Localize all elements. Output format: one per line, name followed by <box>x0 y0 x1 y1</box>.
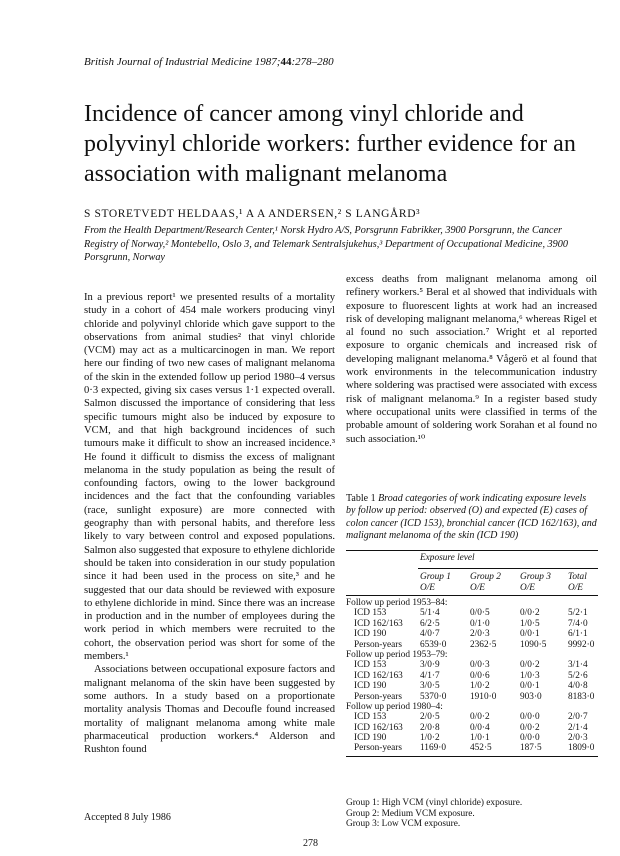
group-header <box>568 572 587 594</box>
table-cell: 452·5 <box>470 743 492 754</box>
table-cell: 2/0·3 <box>470 629 490 640</box>
page-number: 278 <box>303 838 318 849</box>
table-cell: 0/0·0 <box>520 733 540 744</box>
table-label: Table 1 <box>346 493 376 504</box>
table-row <box>346 733 598 743</box>
table-cell: 8183·0 <box>568 691 595 702</box>
table-cell: 2/0·8 <box>420 722 440 733</box>
body-column-right <box>346 273 597 446</box>
table-row <box>346 712 598 722</box>
row-label: ICD 153 <box>354 712 387 723</box>
table-section-row <box>346 702 598 712</box>
group-unit: O/E <box>420 583 435 593</box>
table-cell: 2/0·7 <box>568 712 588 723</box>
journal-volume: 44 <box>280 56 292 68</box>
paper-title: Incidence of cancer among vinyl chloride and polyvinyl chloride workers: further evidence for an association with malignant melanoma <box>84 101 576 187</box>
row-label: ICD 190 <box>354 681 387 692</box>
table-cell: 1/0·3 <box>520 670 540 681</box>
body-paragraph: In a previous report¹ we presented results of a mortality study in a cohort of 454 male workers producing vinyl chloride and polyvinyl chloride which gave support to the observations from animal studies² that vinyl chloride (VCM) may act as a multicarcinogen in man. We report here our finding of two new cases of malignant melanoma of the skin in the extended follow up period 1980–4 versus 0·3 expected, giving six cases versus 1·1 expected overall. Salmon discussed the importance of considering that less specific tumours might also be induced by exposure to VCM, and that high background incidences of such tumours make it difficult to show an increased incidence.³ He found it difficult to dismiss the excess of malignant melanoma in the study population as being the result of confounding factors, owing to the lower background incidences and the fact that the confounding variables (race, sunlight exposure) are more connected with geography than with personal habits, and therefore less likely to vary between control and exposed populations. Salmon also suggested that exposure to ethylene dichloride should be taken into consideration in our study population since it had been used in the process on site,³ and he suggested that our data should be reviewed with exposure to ethylene dichloride in mind. Since there was an increase in production and in the number of employees during the work period in which members were recruited to the cohort, the observation period was short for some of the members.¹ <box>84 292 335 663</box>
table-caption-text: Broad categories of work indicating exposure levels by follow up period: observed (O) and expected (E) cases of colon cancer (ICD 153), bronchial cancer (ICD 162/163), and malignant melanoma of the skin (ICD 190) <box>346 493 597 542</box>
row-label: Follow up period 1980–4: <box>346 701 443 712</box>
table-cell: 903·0 <box>520 691 542 702</box>
row-label: Person-years <box>354 743 403 754</box>
table-cell: 0/0·1 <box>520 681 540 692</box>
group-header <box>470 572 501 594</box>
table-note: Group 1: High VCM (vinyl chloride) exposure. <box>346 798 523 808</box>
table-cell: 2/0·3 <box>568 733 588 744</box>
row-label: Follow up period 1953–84: <box>346 598 448 608</box>
row-label: ICD 153 <box>354 608 387 619</box>
table-cell: 6/2·5 <box>420 618 440 629</box>
row-label: ICD 162/163 <box>354 618 403 629</box>
table-cell: 3/0·5 <box>420 681 440 692</box>
table-row <box>346 608 598 618</box>
group-name: Group 3 <box>520 572 551 582</box>
table-cell: 1/0·5 <box>520 618 540 629</box>
row-label: Person-years <box>354 691 403 702</box>
body-paragraph: excess deaths from malignant melanoma among oil refinery workers.⁵ Beral et al showed that individuals with exposure to fluorescent lights at work had an increased risk of developing malignant melanoma,⁶ whereas Rigel et al found no such association.⁷ Wright et al reported exposure to organic chemicals and increased risk of developing malignant melanoma.⁸ Vågerö et al found that work environments in the telecommunication industry where soldering was practised were associated with excess risk of malignant melanoma.⁹ In a register based study where occupational units were classified in terms of the probable amount of soldering work Sorahan et al found no such association.¹⁰ <box>346 274 597 445</box>
group-unit: O/E <box>520 583 535 593</box>
table-row <box>346 671 598 681</box>
table-cell: 5/1·4 <box>420 608 440 619</box>
table-cell: 4/0·7 <box>420 629 440 640</box>
table-cell: 6/1·1 <box>568 629 588 640</box>
table-cell: 3/0·9 <box>420 660 440 671</box>
table-cell: 0/0·2 <box>520 722 540 733</box>
table-cell: 187·5 <box>520 743 542 754</box>
row-label: Follow up period 1953–79: <box>346 649 448 660</box>
table-note: Group 2: Medium VCM exposure. <box>346 808 475 819</box>
group-name: Group 2 <box>470 572 501 582</box>
table-cell: 0/0·2 <box>520 660 540 671</box>
table-section-row <box>346 598 598 608</box>
table-cell: 0/0·2 <box>520 608 540 619</box>
table-cell: 1809·0 <box>568 743 595 754</box>
row-label: Person-years <box>354 639 403 650</box>
table-cell: 1/0·1 <box>470 733 490 744</box>
group-header-row <box>346 569 598 595</box>
row-label: ICD 190 <box>354 733 387 744</box>
table-cell: 7/4·0 <box>568 618 588 629</box>
group-name: Group 1 <box>420 572 451 582</box>
author-list: S STORETVEDT HELDAAS,¹ A A ANDERSEN,² S LANGÅRD³ <box>84 208 421 220</box>
journal-year: 1987; <box>254 56 281 68</box>
table-cell: 2/1·4 <box>568 722 588 733</box>
body-paragraph: Associations between occupational exposure factors and malignant melanoma of the skin have been suggested by some authors. In a study based on a proportionate mortality analysis Thomas and Decoufle found increased mortality of malignant melanoma among white male pharmaceutical production workers.⁴ Alderson and Rushton found <box>84 664 335 756</box>
table-row <box>346 681 598 691</box>
table-cell: 5/2·6 <box>568 670 588 681</box>
group-unit: O/E <box>568 583 583 593</box>
table-row <box>346 629 598 639</box>
table-row <box>346 640 598 650</box>
table-cell: 0/0·0 <box>520 712 540 723</box>
table-row <box>346 692 598 702</box>
table-bottom-rule <box>346 756 598 757</box>
table-body <box>346 596 598 756</box>
row-label: ICD 190 <box>354 629 387 640</box>
table-cell: 1/0·2 <box>420 733 440 744</box>
group-name: Total <box>568 572 587 582</box>
accepted-date: Accepted 8 July 1986 <box>84 812 171 823</box>
group-header <box>420 572 451 594</box>
table-row <box>346 619 598 629</box>
table-cell: 1090·5 <box>520 639 547 650</box>
table-row <box>346 660 598 670</box>
table-cell: 1169·0 <box>420 743 446 754</box>
table-cell: 4/0·8 <box>568 681 588 692</box>
table-cell: 2/0·5 <box>420 712 440 723</box>
table-section-row <box>346 650 598 660</box>
table-caption <box>346 493 598 543</box>
body-column-left <box>84 291 335 756</box>
journal-citation <box>84 56 334 68</box>
row-label: ICD 162/163 <box>354 670 403 681</box>
table-cell: 9992·0 <box>568 639 595 650</box>
data-table <box>346 550 598 757</box>
row-label: ICD 153 <box>354 660 387 671</box>
table-cell: 1/0·2 <box>470 681 490 692</box>
exposure-level-header: Exposure level <box>420 553 475 563</box>
table-cell: 2362·5 <box>470 639 497 650</box>
table-cell: 0/0·5 <box>470 608 490 619</box>
table-cell: 6539·0 <box>420 639 447 650</box>
row-label: ICD 162/163 <box>354 722 403 733</box>
table-cell: 5370·0 <box>420 691 447 702</box>
group-unit: O/E <box>470 583 485 593</box>
table-cell: 5/2·1 <box>568 608 588 619</box>
table-row <box>346 743 598 753</box>
table-cell: 0/0·3 <box>470 660 490 671</box>
table-cell: 0/0·6 <box>470 670 490 681</box>
table-note: Group 3: Low VCM exposure. <box>346 819 461 830</box>
table-cell: 0/0·2 <box>470 712 490 723</box>
table-cell: 0/0·4 <box>470 722 490 733</box>
table-cell: 1910·0 <box>470 691 497 702</box>
journal-name: British Journal of Industrial Medicine <box>84 56 253 68</box>
affiliations: From the Health Department/Research Center,¹ Norsk Hydro A/S, Porsgrunn Fabrikker, 3900 Porsgrunn, the Cancer Registry of Norway,² Montebello, Oslo 3, and Telemark Sentralsjukehus,³ Department of Occupational Medicine, 3900 Porsgrunn, Norway <box>84 225 568 263</box>
table-cell: 3/1·4 <box>568 660 588 671</box>
table-row <box>346 723 598 733</box>
table-cell: 0/1·0 <box>470 618 490 629</box>
table-cell: 4/1·7 <box>420 670 440 681</box>
table-cell: 0/0·1 <box>520 629 540 640</box>
group-header <box>520 572 551 594</box>
journal-pages: :278–280 <box>291 56 334 68</box>
table-notes <box>346 798 598 830</box>
